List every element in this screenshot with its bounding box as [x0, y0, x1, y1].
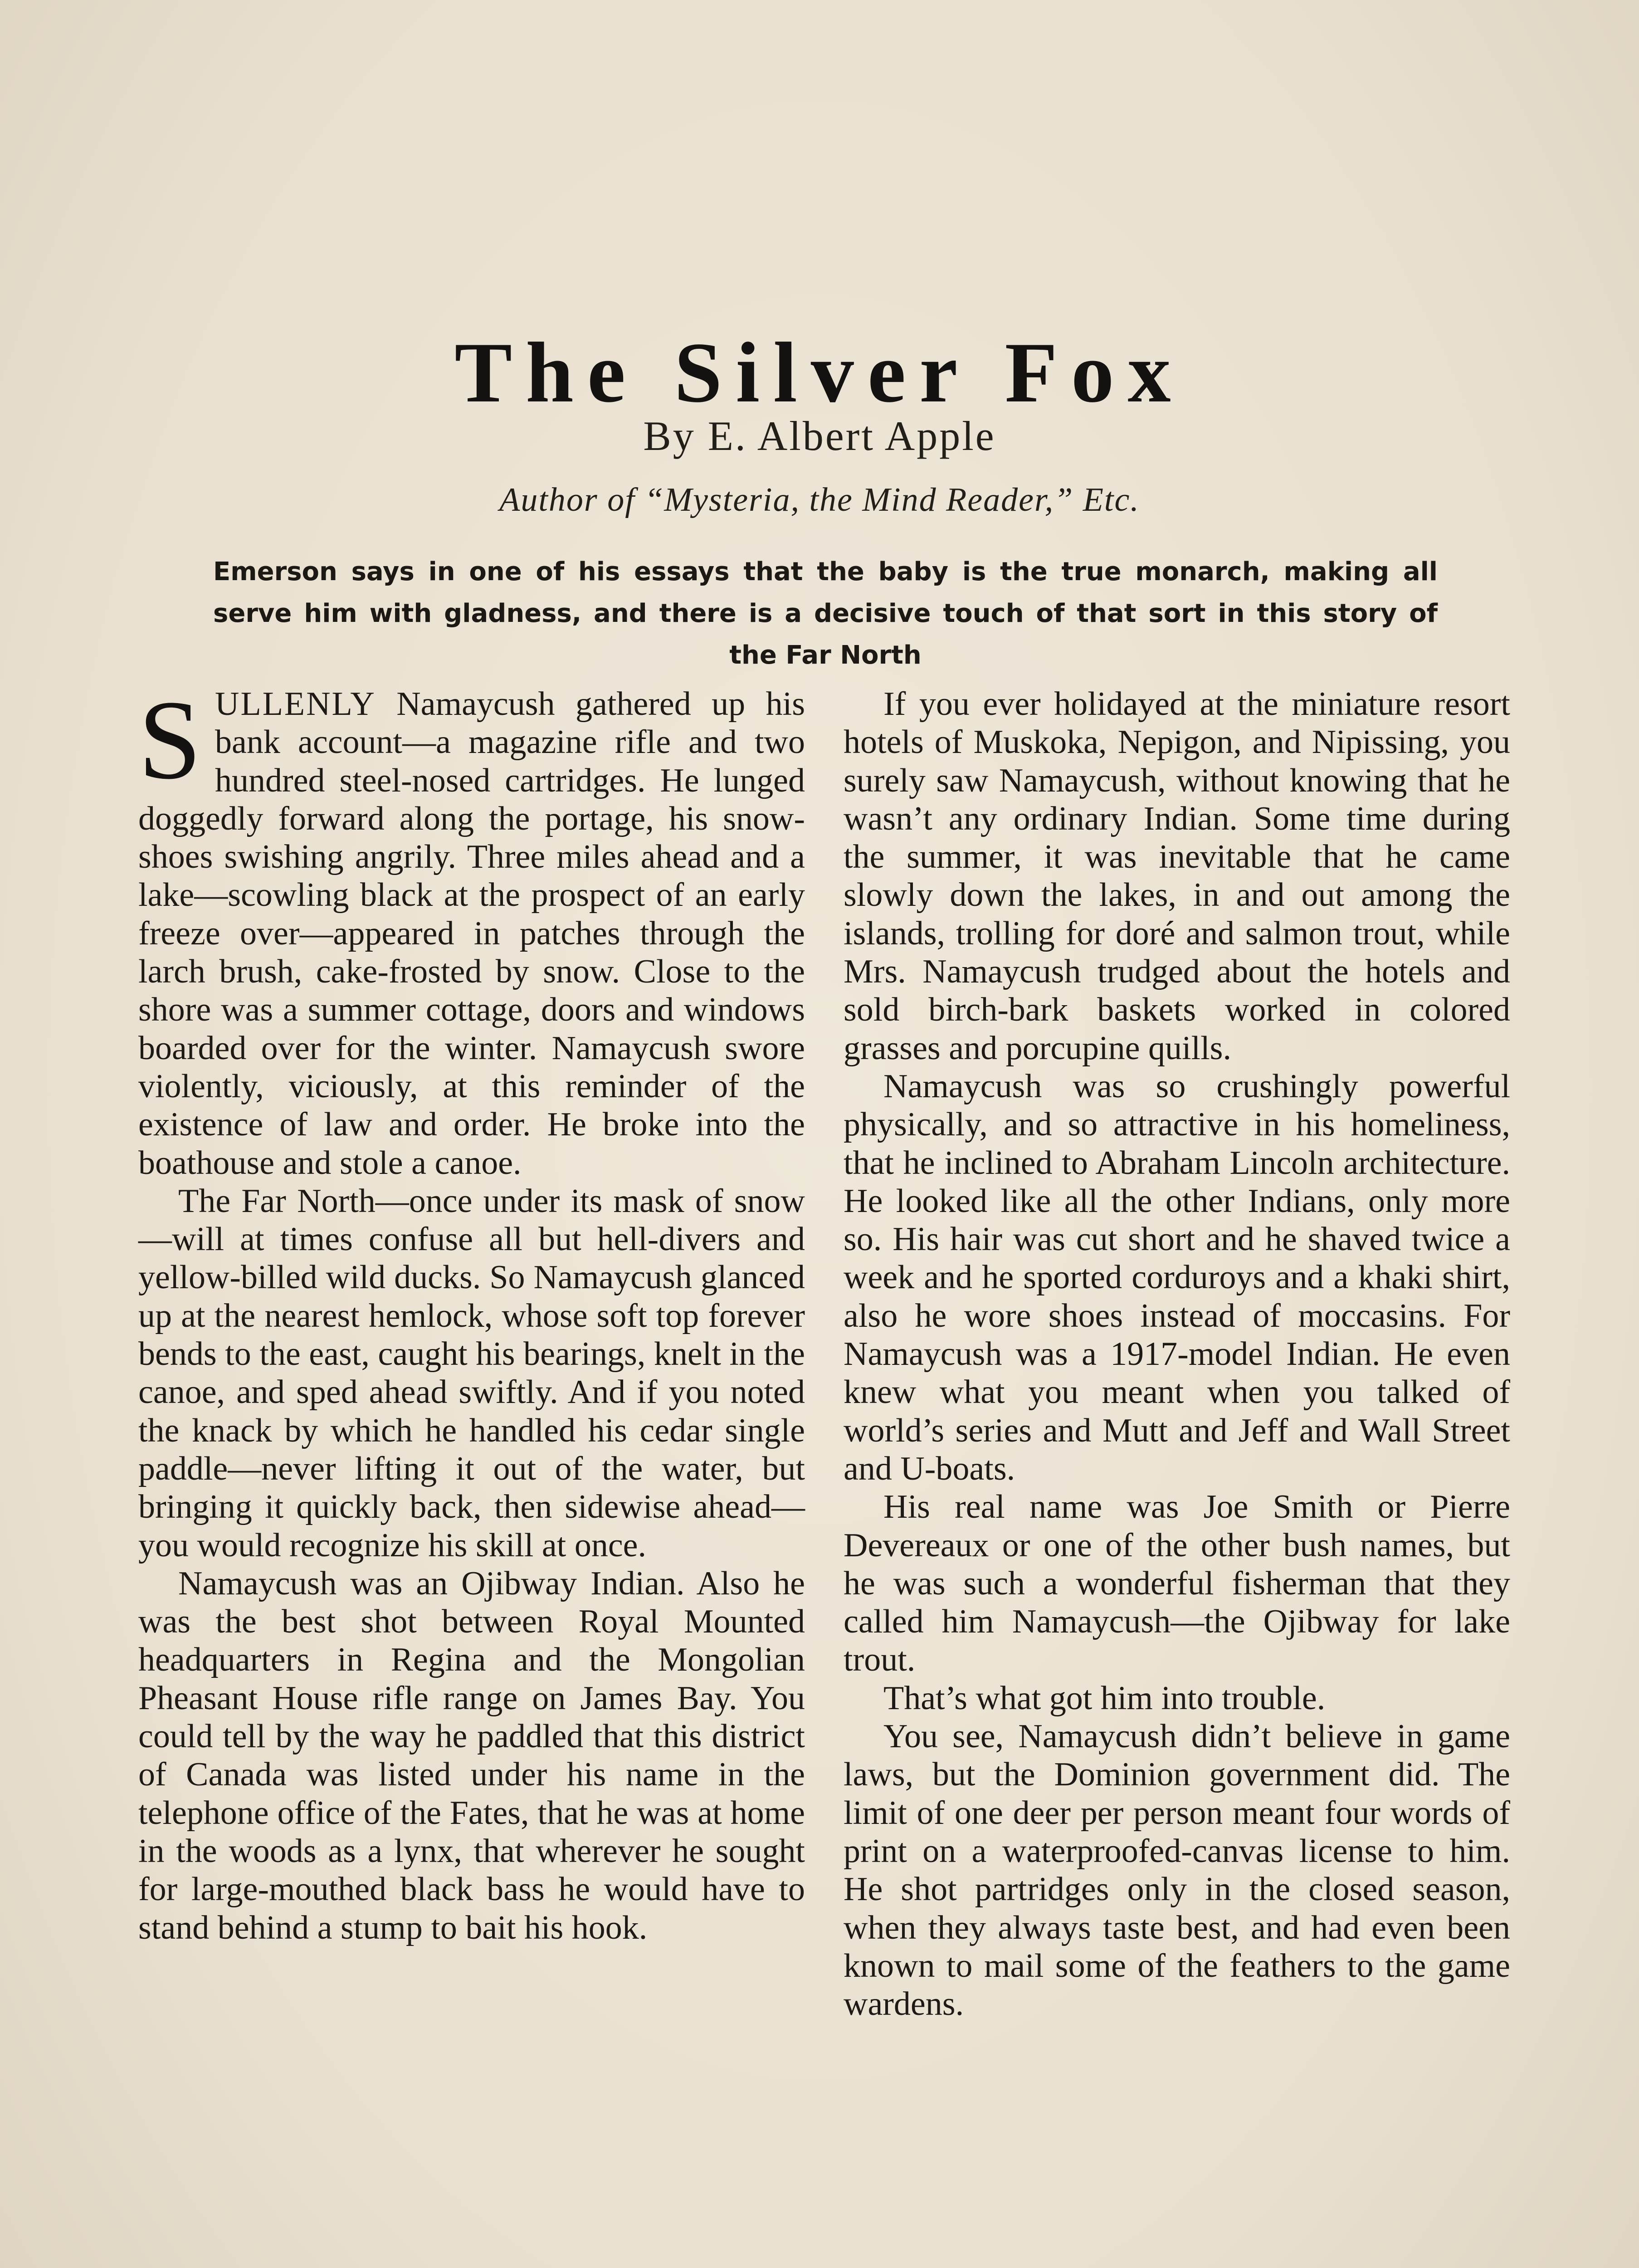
paragraph: That’s what got him into trouble. [883, 1679, 1326, 1717]
story-blurb: Emerson says in one of his essays that the baby is the true monarch, making all serve him with gladness, and there is a decisive touch of that sort in this story of the Far North [213, 557, 1438, 670]
opening-small-caps: ULLENLY [215, 685, 376, 723]
author-byline: By E. Albert Apple [643, 413, 996, 459]
paragraph: You see, Namaycush didn’t believe in game laws, but the Dominion government did. The limit of one deer per person meant four words of print on a waterproofed-canvas license to him. He shot partridges only in the closed season, when they always taste best, and had even been known to mail some of the feathers to the game wardens. [844, 1718, 1510, 2023]
paragraph: His real name was Joe Smith or Pierre Devereaux or one of the other bush names, but he was such a wonderful fisherman that they called him Namaycush—the Ojibway for lake trout. [844, 1488, 1510, 1679]
paragraph-text: Namaycush gathered up his bank account—a magazine rifle and two hundred steel-nosed cartridges. He lunged doggedly forward along the portage, his snow-shoes swishing angrily. Three miles ahead and a lake—scowling black at the prospect of an early freeze over—appeared in patches through the larch brush, cake-frosted by snow. Close to the shore was a summer cottage, doors and windows boarded over for the winter. Namaycush swore violently, viciously, at this reminder of the existence of law and order. He broke into the boathouse and stole a canoe. [138, 685, 805, 1182]
paragraph: The Far North—once under its mask of snow—will at times confuse all but hell-divers and yellow-billed wild ducks. So Namaycush glanced up at the nearest hemlock, whose soft top forever bends to the east, caught his bearings, knelt in the canoe, and sped ahead swiftly. And if you noted the knack by which he handled his cedar single paddle—never lifting it out of the water, but bringing it quickly back, then sidewise ahead—you would recognize his skill at once. [138, 1182, 805, 1564]
right-text-column [844, 685, 1510, 2023]
paragraph: Namaycush was an Ojibway Indian. Also he was the best shot between Royal Mounted headquarters in Regina and the Mongolian Pheasant House rifle range on James Bay. You could tell by the way he paddled that this district of Canada was listed under his name in the telephone office of the Fates, that he was at home in the woods as a lynx, that wherever he sought for large-mouthed black bass he would have to stand behind a stump to bait his hook. [138, 1564, 805, 1946]
drop-cap: S [138, 677, 202, 803]
story-title: The Silver Fox [454, 325, 1185, 421]
paragraph [138, 677, 805, 1182]
author-credit: Author of “Mysteria, the Mind Reader,” Etc. [499, 481, 1140, 518]
paragraph: Namaycush was so crushingly powerful physically, and so attractive in his homeliness, that he inclined to Abraham Lincoln architecture. He looked like all the other Indians, only more so. His hair was cut short and he shaved twice a week and he sported corduroys and a khaki shirt, also he wore shoes instead of moccasins. For Namaycush was a 1917-model Indian. He even knew what you meant when you talked of world’s series and Mutt and Jeff and Wall Street and U-boats. [844, 1067, 1510, 1487]
paragraph: If you ever holidayed at the miniature resort hotels of Muskoka, Nepigon, and Nipissing, you surely saw Namaycush, without knowing that he wasn’t any ordinary Indian. Some time during the summer, it was inevitable that he came slowly down the lakes, in and out among the islands, trolling for doré and salmon trout, while Mrs. Namaycush trudged about the hotels and sold birch-bark baskets worked in colored grasses and porcupine quills. [844, 685, 1510, 1067]
left-text-column [138, 677, 805, 1947]
